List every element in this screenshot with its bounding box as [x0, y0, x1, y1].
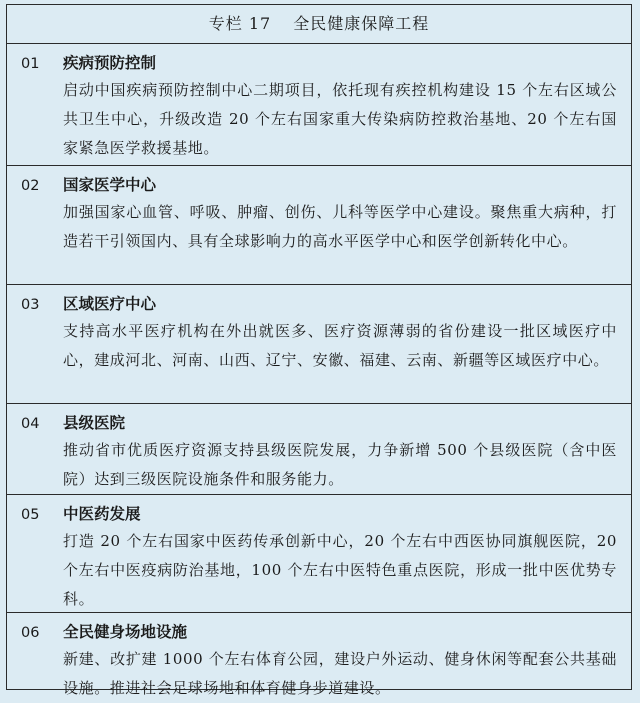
section-title: 区域医疗中心: [63, 294, 157, 313]
section-title: 县级医院: [63, 413, 126, 432]
section-disease-prevention: [7, 44, 631, 166]
section-number: 05: [21, 507, 40, 523]
section-title: 全民健身场地设施: [63, 622, 188, 641]
section-body: 启动中国疾病预防控制中心二期项目，依托现有疾控机构建设 15 个左右区域公共卫生中心，升级改造 20 个左右国家重大传染病防控救治基地、20 个左右国家紧急医学救援基地。: [63, 81, 617, 157]
section-body: 新建、改扩建 1000 个左右体育公园，建设户外运动、健身休闲等配套公共基础设施。推进社会足球场地和体育健身步道建设。: [63, 650, 617, 697]
section-title: 疾病预防控制: [63, 53, 157, 72]
section-county-hospital: [7, 404, 631, 495]
section-number: 01: [21, 56, 40, 72]
column-number: 专栏 17: [208, 14, 272, 33]
special-column-table: [6, 4, 632, 697]
section-body: 打造 20 个左右国家中医药传承创新中心，20 个左右中西医协同旗舰医院，20 个左右中医疫病防治基地，100 个左右中医特色重点医院，形成一批中医优势专科。: [63, 532, 617, 608]
section-fitness-facilities: [7, 613, 631, 697]
section-number: 06: [21, 625, 40, 641]
column-title: 全民健康保障工程: [293, 14, 430, 33]
section-tcm-development: [7, 495, 631, 613]
section-number: 02: [21, 178, 40, 194]
section-body: 加强国家心血管、呼吸、肿瘤、创伤、儿科等医学中心建设。聚焦重大病种，打造若干引领国内、具有全球影响力的高水平医学中心和医学创新转化中心。: [63, 203, 617, 250]
section-body: 推动省市优质医疗资源支持县级医院发展，力争新增 500 个县级医院（含中医院）达到三级医院设施条件和服务能力。: [63, 441, 617, 488]
table-header: [7, 5, 631, 44]
section-number: 04: [21, 416, 40, 432]
section-number: 03: [21, 297, 40, 313]
section-national-medical-center: [7, 166, 631, 285]
section-body: 支持高水平医疗机构在外出就医多、医疗资源薄弱的省份建设一批区域医疗中心，建成河北、河南、山西、辽宁、安徽、福建、云南、新疆等区域医疗中心。: [63, 322, 617, 369]
section-title: 中医药发展: [63, 504, 141, 523]
section-regional-medical-center: [7, 285, 631, 404]
section-title: 国家医学中心: [63, 175, 157, 194]
